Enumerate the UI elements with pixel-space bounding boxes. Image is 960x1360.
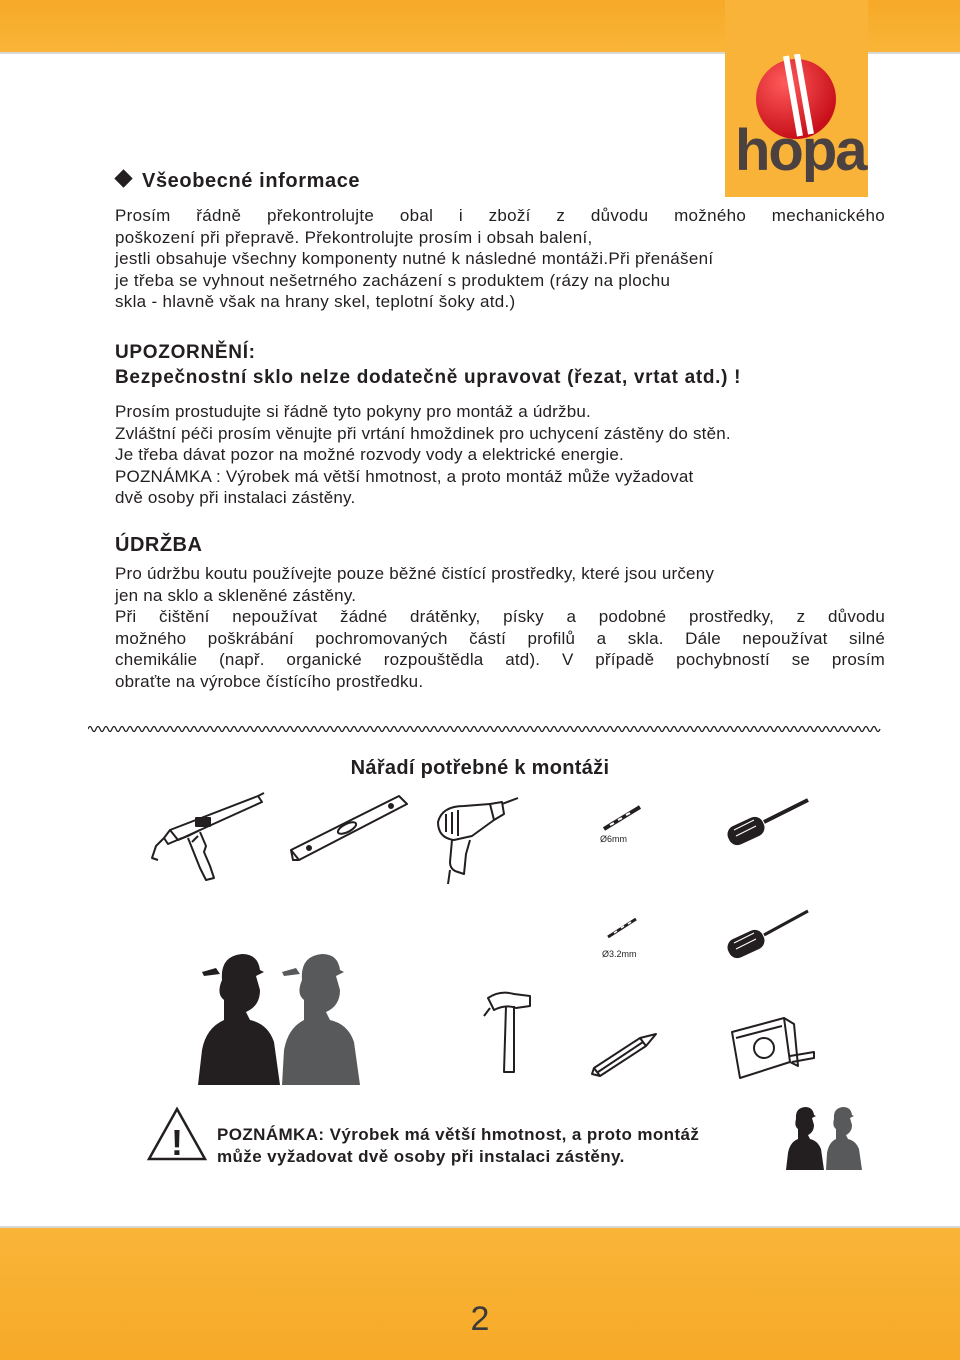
- general-heading: [113, 170, 360, 193]
- warning-line: Zvláštní péči prosím věnujte při vrtání hmoždinek pro uchycení zástěny do stěn.: [115, 423, 731, 443]
- two-persons-small-icon: [786, 1105, 866, 1170]
- drill-bit-large-label: Ø6mm: [600, 834, 628, 844]
- warning-line: Prosím prostudujte si řádně tyto pokyny pro montáž a údržbu.: [115, 402, 591, 421]
- note-line: POZNÁMKA: Výrobek má větší hmotnost, a proto montáž: [217, 1125, 700, 1144]
- warning-subtitle: Bezpečnostní sklo nelze dodatečně upravovat (řezat, vrtat atd.) !: [115, 367, 742, 388]
- spirit-level-icon: [287, 792, 412, 867]
- drill-bit-large-icon: [600, 803, 645, 833]
- warning-line: dvě osoby při instalaci zástěny.: [115, 488, 356, 507]
- general-line: skla - hlavně však na hrany skel, teplotní šoky atd.): [115, 292, 516, 311]
- page-number: 2: [470, 1300, 490, 1338]
- warning-paragraph: [115, 401, 895, 509]
- note-line: může vyžadovat dvě osoby při instalaci zástěny.: [217, 1147, 625, 1166]
- maintenance-line: Při čištění nepoužívat žádné drátěnky, písky a podobné prostředky, z důvodu: [115, 607, 885, 626]
- warning-mark: !: [171, 1122, 183, 1163]
- warning-title: UPOZORNĚNÍ:: [115, 342, 256, 363]
- maintenance-line: jen na sklo a skleněné zástěny.: [115, 585, 357, 605]
- brand-logo: [725, 0, 868, 197]
- maintenance-line: chemikálie (např. organické rozpouštědla atd). V případě pochybností se prosím: [115, 650, 885, 669]
- drill-bit-small-label: Ø3.2mm: [602, 949, 637, 959]
- caulking-gun-icon: [148, 790, 266, 885]
- two-persons-icon: [198, 950, 388, 1085]
- pencil-icon: [588, 1030, 660, 1080]
- warning-heading: [115, 340, 741, 390]
- screwdriver-small-icon: [722, 905, 812, 960]
- footer-band: [0, 1226, 960, 1360]
- screwdriver-large-icon: [722, 792, 812, 847]
- warning-line: POZNÁMKA : Výrobek má větší hmotnost, a proto montáž může vyžadovat: [115, 466, 694, 486]
- maintenance-paragraph: [115, 563, 885, 692]
- tools-title: Nářadí potřebné k montáži: [350, 757, 610, 779]
- maintenance-line: Pro údržbu koutu používejte pouze běžné čistící prostředky, které jsou určeny: [115, 564, 715, 583]
- general-heading-text: Všeobecné informace: [142, 170, 361, 192]
- general-line: jestli obsahuje všechny komponenty nutné k následné montáži.Při přenášení: [115, 249, 714, 268]
- diamond-bullet-icon: [114, 169, 132, 187]
- warning-triangle-icon: [145, 1105, 209, 1163]
- maintenance-title: ÚDRŽBA: [115, 534, 203, 556]
- power-drill-icon: [432, 792, 522, 887]
- tape-measure-icon: [728, 1012, 818, 1084]
- maintenance-line: obraťte na výrobce čístícího prostředku.: [115, 671, 424, 691]
- general-paragraph: [115, 205, 885, 313]
- hammer-icon: [480, 988, 540, 1078]
- wavy-divider: [88, 723, 883, 735]
- drill-bit-small-icon: [604, 915, 640, 941]
- warning-line: Je třeba dávat pozor na možné rozvody vody a elektrické energie.: [115, 445, 624, 464]
- general-line: je třeba se vyhnout nešetrného zacházení s produktem (rázy na plochu: [115, 270, 671, 290]
- note-text: [217, 1124, 807, 1168]
- logo-text: hopa: [735, 118, 866, 183]
- general-line: Prosím řádně překontrolujte obal i zboží z důvodu možného mechanického: [115, 206, 885, 225]
- general-line: poškození při přepravě. Překontrolujte prosím i obsah balení,: [115, 227, 593, 247]
- maintenance-line: možného poškrábání pochromovaných částí profilů a skla. Dále nepoužívat silné: [115, 628, 885, 648]
